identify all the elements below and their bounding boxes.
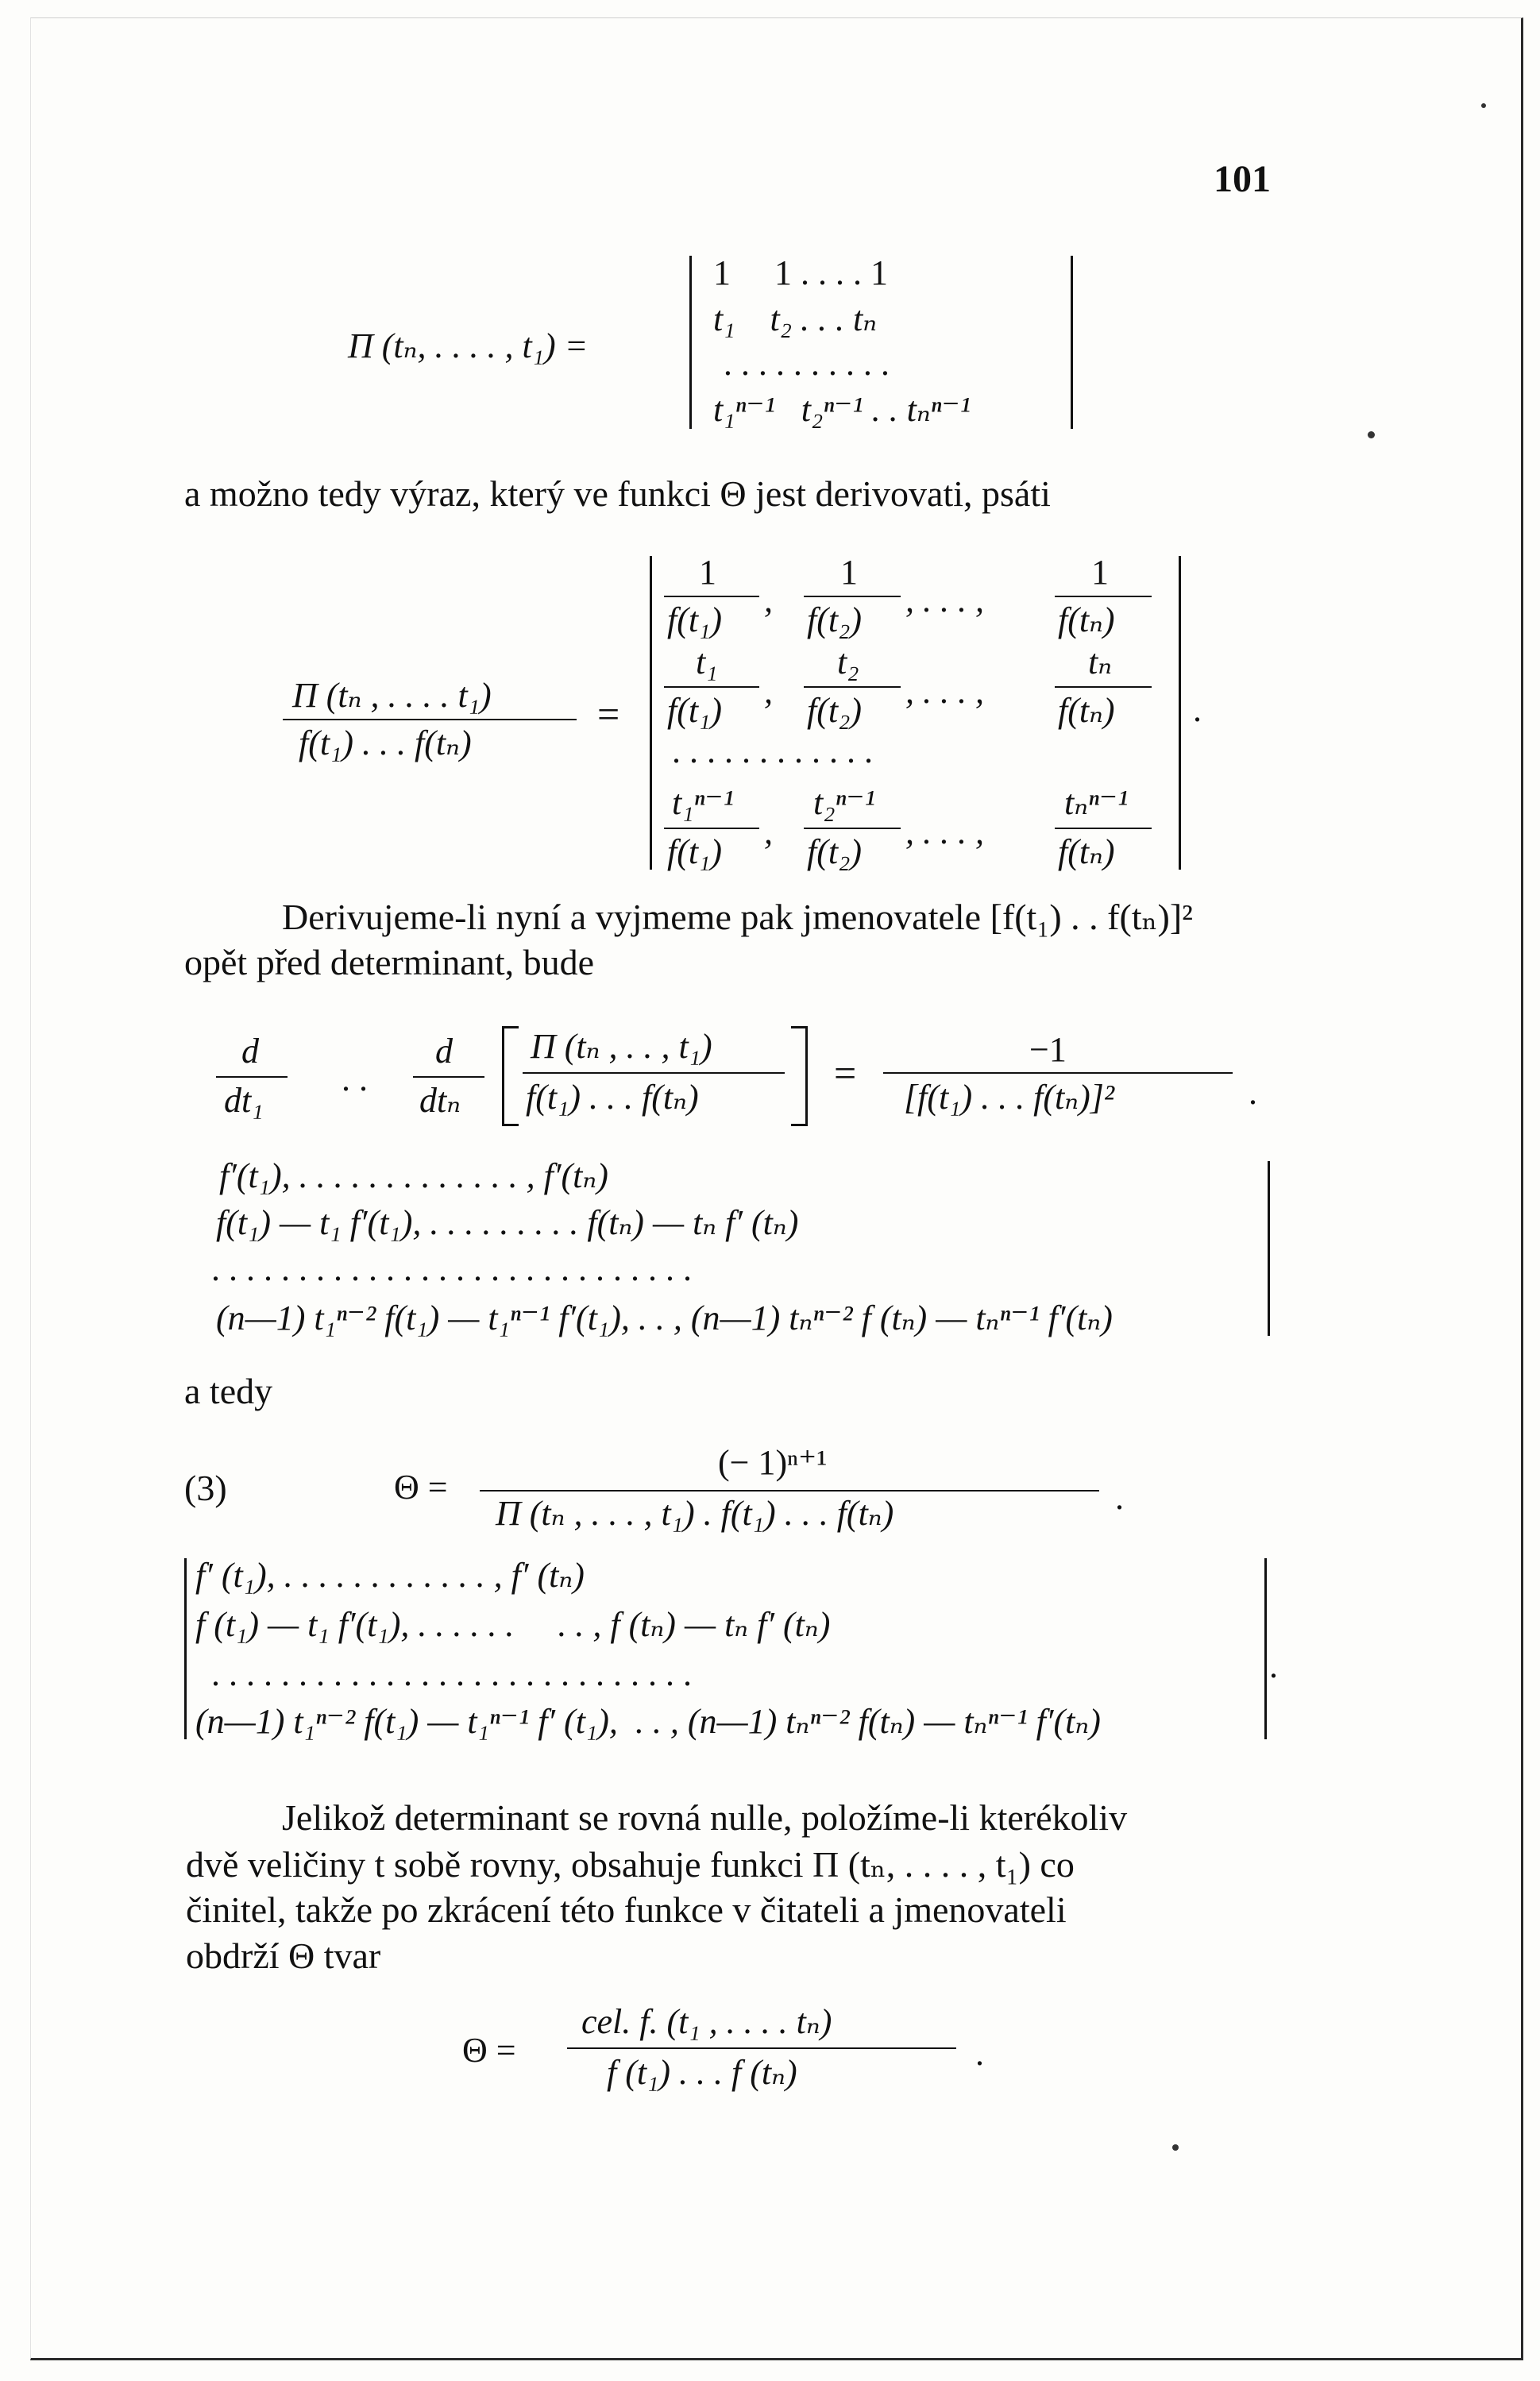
eq2-r4-num: t₂ⁿ⁻¹ xyxy=(813,783,875,822)
fraction-bar xyxy=(523,1072,785,1074)
det1-row: . . . . . . . . . . . . . . . . . . . . . . . . . . . . xyxy=(211,1249,692,1288)
det2-row: . . . . . . . . . . . . . . . . . . . . . . . . . . . . xyxy=(211,1654,692,1693)
fraction-bar xyxy=(480,1490,1099,1492)
eq3-equals: = xyxy=(834,1051,857,1095)
det-right-bar xyxy=(1071,256,1073,429)
eq2-equals: = xyxy=(597,692,620,736)
eq2-end: . xyxy=(1193,690,1202,729)
eq1-row: . . . . . . . . . . xyxy=(724,344,890,383)
speck xyxy=(1481,103,1486,108)
eq3-dt1: dt₁ xyxy=(224,1081,264,1120)
eq3-dtn: dtₙ xyxy=(419,1081,461,1120)
eq2-r4-num: t₁ⁿ⁻¹ xyxy=(672,783,734,822)
eq2-r4-den: f(tₙ) xyxy=(1058,832,1115,871)
eq2-sep: , xyxy=(764,812,773,851)
det-right-bar xyxy=(1264,1558,1267,1739)
eq3-inner-denominator: f(t₁) . . . f(tₙ) xyxy=(526,1078,699,1117)
eq3-inner-numerator: Π (tₙ , . . , t₁) xyxy=(531,1027,712,1066)
det-left-bar xyxy=(689,256,692,429)
eq3-d: d xyxy=(435,1032,453,1071)
fraction-bar xyxy=(216,1076,288,1078)
eq2-r2-num: t₁ xyxy=(696,643,718,681)
eq2-r4-num: tₙⁿ⁻¹ xyxy=(1064,783,1129,822)
eq4-end: . xyxy=(1115,1478,1124,1517)
eq1-lhs: Π (tₙ, . . . . , t₁) = xyxy=(348,326,589,365)
eq3-rhs-denominator: [f(t₁) . . . f(tₙ)]² xyxy=(904,1078,1115,1117)
eq3-end: . xyxy=(1249,1073,1257,1112)
paragraph-line: obdrží Θ tvar xyxy=(186,1935,381,1976)
eq4-denominator: Π (tₙ , . . . , t₁) . f(t₁) . . . f(tₙ) xyxy=(496,1494,894,1533)
eq2-r4-den: f(t₂) xyxy=(807,832,863,871)
det2-row: (n—1) t₁ⁿ⁻² f(t₁) — t₁ⁿ⁻¹ f′ (t₁), . . , (n—1) tₙⁿ⁻² f(tₙ) — tₙⁿ⁻¹ f′(tₙ) xyxy=(195,1702,1101,1741)
eq2-r4-den: f(t₁) xyxy=(667,832,723,871)
eq2-r2-den: f(t₂) xyxy=(807,691,863,730)
text-line: Derivujeme-li nyní a vyjmeme pak jmenovatele [f(t₁) . . f(tₙ)]² xyxy=(282,897,1193,937)
text-line: a možno tedy výraz, který ve funkci Θ jest derivovati, psáti xyxy=(184,473,1051,514)
fraction-bar xyxy=(413,1076,484,1078)
page-number: 101 xyxy=(1214,158,1271,200)
eq2-lhs-denominator: f(t₁) . . . f(tₙ) xyxy=(299,724,472,762)
text-line: a tedy xyxy=(184,1371,273,1411)
eq4-numerator: (− 1)ⁿ⁺¹ xyxy=(718,1443,828,1482)
det1-row: f(t₁) — t₁ f′(t₁), . . . . . . . . . f(tₙ) — tₙ f′ (tₙ) xyxy=(216,1203,799,1242)
eq3-rhs-numerator: −1 xyxy=(1029,1030,1067,1069)
eq2-sep: , xyxy=(764,672,773,711)
fraction-bar xyxy=(883,1072,1233,1074)
fraction-bar xyxy=(804,686,901,688)
det1-row: f′(t₁), . . . . . . . . . . . . . , f′(tₙ) xyxy=(219,1156,608,1195)
det-right-bar xyxy=(1268,1161,1270,1336)
eq5-lhs: Θ = xyxy=(462,2031,516,2070)
eq2-mid-dots: , . . . , xyxy=(905,581,984,619)
eq2-r2-num: tₙ xyxy=(1088,643,1113,681)
fraction-bar xyxy=(283,719,577,720)
fraction-bar xyxy=(1055,828,1152,829)
eq3-dots: . . xyxy=(342,1059,368,1098)
eq5-denominator: f (t₁) . . . f (tₙ) xyxy=(607,2053,797,2092)
fraction-bar xyxy=(804,828,901,829)
eq5-numerator: cel. f. (t₁ , . . . . tₙ) xyxy=(581,2002,832,2041)
eq1-row: 1 1 . . . . 1 xyxy=(713,253,888,292)
fraction-bar xyxy=(664,686,759,688)
paragraph-line: dvě veličiny t sobě rovny, obsahuje funkci Π (tₙ, . . . . , t₁) co xyxy=(186,1844,1075,1885)
det2-end: . xyxy=(1269,1646,1278,1685)
eq2-sep: , xyxy=(764,581,773,619)
eq2-r2-num: t₂ xyxy=(837,643,859,681)
eq1-row: t₁ t₂ . . . tₙ xyxy=(713,299,878,338)
det-right-bar xyxy=(1179,556,1181,870)
eq2-dots-row: . . . . . . . . . . . . xyxy=(672,731,873,770)
fraction-bar xyxy=(567,2047,956,2049)
det2-row: f (t₁) — t₁ f′(t₁), . . . . . . . . , f (tₙ) — tₙ f′ (tₙ) xyxy=(195,1605,831,1644)
left-bracket xyxy=(502,1026,519,1126)
eq2-mid-dots: , . . . , xyxy=(905,672,984,711)
fraction-bar xyxy=(664,828,759,829)
fraction-bar xyxy=(804,596,901,597)
eq3-d: d xyxy=(241,1032,259,1071)
eq2-mid-dots: , . . . , xyxy=(905,812,984,851)
det-left-bar xyxy=(184,1558,187,1739)
fraction-bar xyxy=(1055,596,1152,597)
eq2-r1-den: f(t₂) xyxy=(807,600,863,639)
eq4-lhs: Θ = xyxy=(394,1468,448,1507)
fraction-bar xyxy=(664,596,759,597)
paragraph-line: činitel, takže po zkrácení této funkce v čitateli a jmenovateli xyxy=(186,1889,1067,1930)
det-left-bar xyxy=(650,556,652,870)
right-bracket xyxy=(791,1026,808,1126)
fraction-bar xyxy=(1055,686,1152,688)
det1-row: (n—1) t₁ⁿ⁻² f(t₁) — t₁ⁿ⁻¹ f′(t₁), . . , (n—1) tₙⁿ⁻² f (tₙ) — tₙⁿ⁻¹ f′(tₙ) xyxy=(216,1299,1113,1337)
det2-row: f′ (t₁), . . . . . . . . . . . . , f′ (tₙ) xyxy=(195,1556,585,1595)
eq2-r1-num: 1 xyxy=(1091,553,1109,592)
paragraph-line: Jelikož determinant se rovná nulle, položíme-li kterékoliv xyxy=(282,1797,1128,1838)
eq2-r1-num: 1 xyxy=(699,553,716,592)
eq2-r2-den: f(t₁) xyxy=(667,691,723,730)
speck xyxy=(1368,431,1375,438)
eq1-row: t₁ⁿ⁻¹ t₂ⁿ⁻¹ . . tₙⁿ⁻¹ xyxy=(713,390,971,429)
eq2-lhs-numerator: Π (tₙ , . . . . t₁) xyxy=(292,676,492,715)
speck xyxy=(1172,2144,1179,2151)
text-line: opět před determinant, bude xyxy=(184,942,595,982)
equation-label: (3) xyxy=(184,1468,227,1508)
eq2-r1-den: f(t₁) xyxy=(667,600,723,639)
eq2-r1-num: 1 xyxy=(840,553,858,592)
eq5-end: . xyxy=(975,2034,984,2073)
eq2-r2-den: f(tₙ) xyxy=(1058,691,1115,730)
eq2-r1-den: f(tₙ) xyxy=(1058,600,1115,639)
